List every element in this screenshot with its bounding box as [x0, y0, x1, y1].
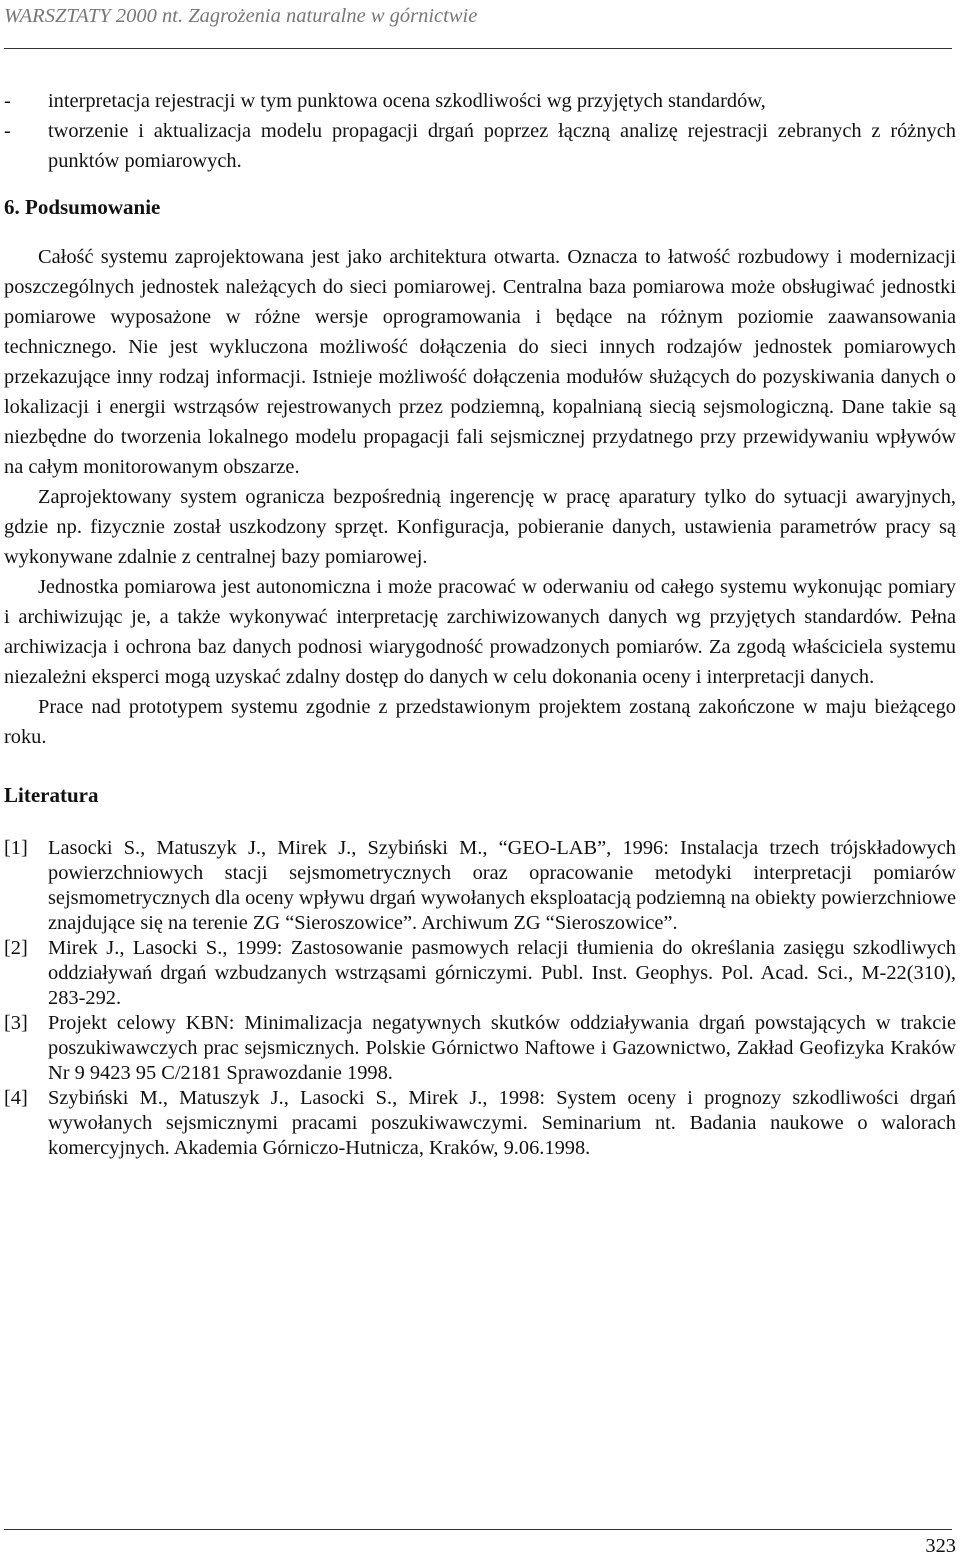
list-item-text: tworzenie i aktualizacja modelu propagacji drgań poprzez łączną analizę rejestracji zebranych z różnych punktów pomiarowych.	[48, 120, 956, 172]
dash-bullet: -	[4, 120, 11, 142]
literature-heading: Literatura	[4, 783, 99, 807]
reference-text: Lasocki S., Matuszyk J., Mirek J., Szybiński M., “GEO-LAB”, 1996: Instalacja trzech trójskładowych powierzchniowych stacji sejsmometrycznych oraz opracowanie metodyki interpretacji pomiarów sejsmometrycznych dla oceny wpływu drgań wywołanych eksploatacją podziemną na obiekty powierzchniowe znajdujące się na terenie ZG “Sieroszowice”. Archiwum ZG “Sieroszowice”.	[48, 837, 956, 934]
paragraph: Zaprojektowany system ogranicza bezpośrednią ingerencję w pracę aparatury tylko do sytuacji awaryjnych, gdzie np. fizycznie został uszkodzony sprzęt. Konfiguracja, pobieranie danych, ustawienia parametrów pracy są wykonywane zdalnie z centralnej bazy pomiarowej.	[4, 486, 956, 568]
paragraph: Prace nad prototypem systemu zgodnie z przedstawionym projektem zostaną zakończone w maju bieżącego roku.	[4, 696, 956, 748]
list-item	[4, 86, 956, 116]
reference-item	[4, 836, 956, 936]
page-number: 323	[925, 1535, 956, 1557]
reference-item	[4, 1011, 956, 1086]
reference-text: Projekt celowy KBN: Minimalizacja negatywnych skutków oddziaływania drgań powstających w trakcie poszukiwawczych prac sejsmicznych. Polskie Górnictwo Naftowe i Gazownictwo, Zakład Geofizyka Kraków Nr 9 9423 95 C/2181 Sprawozdanie 1998.	[48, 1012, 956, 1084]
dash-bullet: -	[4, 90, 11, 112]
reference-text: Szybiński M., Matuszyk J., Lasocki S., Mirek J., 1998: System oceny i prognozy szkodliwości drgań wywołanych sejsmicznymi pracami poszukiwawczymi. Seminarium nt. Badania naukowe o walorach komercyjnych. Akademia Górniczo-Hutnicza, Kraków, 9.06.1998.	[48, 1087, 956, 1159]
list-item	[4, 116, 956, 176]
reference-item	[4, 1086, 956, 1161]
reference-number: [4]	[4, 1087, 28, 1109]
paragraph: Całość systemu zaprojektowana jest jako architektura otwarta. Oznacza to łatwość rozbudowy i modernizacji poszczególnych jednostek należących do sieci pomiarowej. Centralna baza pomiarowa może obsługiwać jednostki pomiarowe wyposażone w różne wersje oprogramowania i będące na różnym poziomie zaawansowania technicznego. Nie jest wykluczona możliwość dołączenia do sieci innych rodzajów jednostek pomiarowych przekazujące inny rodzaj informacji. Istnieje możliwość dołączenia modułów służących do pozyskiwania danych o lokalizacji i energii wstrząsów rejestrowanych przez podziemną, kopalnianą siecią sejsmologiczną. Dane takie są niezbędne do tworzenia lokalnego modelu propagacji fali sejsmicznej przydatnego przy przewidywaniu wpływów na całym monitorowanym obszarze.	[4, 246, 956, 478]
dash-list	[4, 86, 956, 176]
reference-list	[4, 836, 956, 1161]
list-item-text: interpretacja rejestracji w tym punktowa ocena szkodliwości wg przyjętych standardów,	[48, 90, 766, 112]
reference-text: Mirek J., Lasocki S., 1999: Zastosowanie pasmowych relacji tłumienia do określania zasięgu szkodliwych oddziaływań drgań wzbudzanych wstrząsami górniczymi. Publ. Inst. Geophys. Pol. Acad. Sci., M-22(310), 283-292.	[48, 937, 956, 1009]
running-header: WARSZTATY 2000 nt. Zagrożenia naturalne w górnictwie	[4, 5, 478, 27]
page-content	[4, 86, 956, 1161]
reference-number: [2]	[4, 937, 28, 959]
footer-divider	[4, 1529, 952, 1530]
reference-number: [1]	[4, 837, 28, 859]
header-divider	[4, 48, 952, 49]
reference-number: [3]	[4, 1012, 28, 1034]
section-heading: 6. Podsumowanie	[4, 195, 161, 219]
reference-item	[4, 936, 956, 1011]
paragraph: Jednostka pomiarowa jest autonomiczna i może pracować w oderwaniu od całego systemu wykonując pomiary i archiwizując je, a także wykonywać interpretację zarchiwizowanych danych wg przyjętych standardów. Pełna archiwizacja i ochrona baz danych podnosi wiarygodność prowadzonych pomiarów. Za zgodą właściciela systemu niezależni eksperci mogą uzyskać zdalny dostęp do danych w celu dokonania oceny i interpretacji danych.	[4, 576, 956, 688]
